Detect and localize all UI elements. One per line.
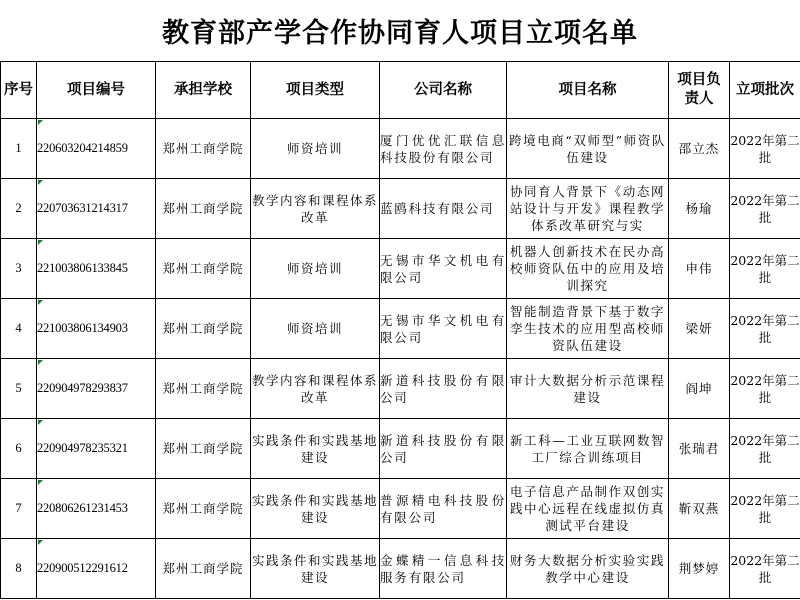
cell-project-code-text: 220603204214859 xyxy=(37,141,128,155)
cell-seq-text: 2 xyxy=(15,201,22,215)
cell-leader-text: 申伟 xyxy=(685,261,713,276)
cell-project-type-text: 教学内容和课程体系改革 xyxy=(251,372,378,405)
table-row[interactable] xyxy=(1,539,800,599)
table-row[interactable] xyxy=(1,299,800,359)
cell-seq[interactable] xyxy=(1,179,37,239)
cell-seq[interactable] xyxy=(1,359,37,419)
title-row xyxy=(0,0,800,62)
cell-company-text: 无锡市华文机电有限公司 xyxy=(380,312,506,345)
cell-company-text: 金蝶精一信息科技服务有限公司 xyxy=(380,552,506,585)
cell-company-text: 蓝鸥科技有限公司 xyxy=(380,201,495,216)
cell-project-name-text: 审计大数据分析示范课程建设 xyxy=(509,372,666,405)
header-code[interactable]: 项目编号 xyxy=(37,62,156,119)
cell-seq-text: 1 xyxy=(15,141,22,155)
cell-company-text: 新道科技股份有限公司 xyxy=(380,432,506,465)
cell-project-name[interactable] xyxy=(507,239,669,299)
cell-school[interactable] xyxy=(156,179,251,239)
cell-company[interactable] xyxy=(380,419,507,479)
cell-batch[interactable] xyxy=(730,359,800,419)
cell-school[interactable] xyxy=(156,419,251,479)
cell-school[interactable] xyxy=(156,239,251,299)
cell-project-name[interactable] xyxy=(507,479,669,539)
cell-seq-text: 7 xyxy=(15,501,22,515)
cell-batch-text: 2022年第二批 xyxy=(730,552,800,585)
cell-leader[interactable] xyxy=(669,299,730,359)
cell-school-text: 郑州工商学院 xyxy=(162,501,244,516)
cell-project-code[interactable] xyxy=(37,359,156,419)
cell-project-code[interactable] xyxy=(37,419,156,479)
cell-project-name-text: 财务大数据分析实验实践教学中心建设 xyxy=(509,552,666,585)
table-row[interactable] xyxy=(1,359,800,419)
cell-project-type[interactable] xyxy=(251,239,380,299)
cell-company[interactable] xyxy=(380,299,507,359)
cell-leader[interactable] xyxy=(669,179,730,239)
header-project[interactable]: 项目名称 xyxy=(507,62,669,119)
cell-batch[interactable] xyxy=(730,479,800,539)
cell-school-text: 郑州工商学院 xyxy=(162,141,244,156)
cell-project-type-text: 师资培训 xyxy=(286,321,343,336)
cell-school-text: 郑州工商学院 xyxy=(162,561,244,576)
cell-project-code[interactable] xyxy=(37,239,156,299)
cell-project-type[interactable] xyxy=(251,419,380,479)
cell-leader[interactable] xyxy=(669,359,730,419)
cell-project-type[interactable] xyxy=(251,359,380,419)
cell-project-code-text: 220703631214317 xyxy=(37,201,128,215)
cell-project-name[interactable] xyxy=(507,119,669,179)
cell-seq-text: 3 xyxy=(15,261,22,275)
page-title: 教育部产学合作协同育人项目立项名单 xyxy=(162,18,638,49)
cell-batch-text: 2022年第二批 xyxy=(730,192,800,225)
table-row[interactable] xyxy=(1,479,800,539)
cell-batch-text: 2022年第二批 xyxy=(730,132,800,165)
cell-project-name-text: 电子信息产品制作双创实践中心远程在线虚拟仿真测试平台建设 xyxy=(509,484,666,533)
cell-project-name-text: 智能制造背景下基于数字孪生技术的应用型高校师资队伍建设 xyxy=(509,304,666,353)
cell-school[interactable] xyxy=(156,539,251,599)
cell-project-code-text: 220904978293837 xyxy=(37,381,128,395)
cell-batch[interactable] xyxy=(730,119,800,179)
cell-project-name-text: 跨境电商“双师型”师资队伍建设 xyxy=(509,132,666,165)
header-school[interactable]: 承担学校 xyxy=(156,62,251,119)
cell-seq[interactable] xyxy=(1,479,37,539)
header-leader[interactable]: 项目负责人 xyxy=(669,62,730,119)
cell-project-code[interactable] xyxy=(37,299,156,359)
cell-leader[interactable] xyxy=(669,239,730,299)
cell-project-type-text: 实践条件和实践基地建设 xyxy=(251,492,378,525)
header-company[interactable]: 公司名称 xyxy=(380,62,507,119)
cell-leader[interactable] xyxy=(669,119,730,179)
table-row[interactable] xyxy=(1,239,800,299)
cell-project-type[interactable] xyxy=(251,119,380,179)
cell-batch-text: 2022年第二批 xyxy=(730,312,800,345)
project-table xyxy=(0,61,800,599)
cell-project-code[interactable] xyxy=(37,179,156,239)
cell-project-type-text: 师资培训 xyxy=(286,261,343,276)
cell-company[interactable] xyxy=(380,539,507,599)
cell-project-code-text: 220904978235321 xyxy=(37,441,128,455)
header-seq[interactable]: 序号 xyxy=(1,62,37,119)
cell-leader-text: 杨瑜 xyxy=(685,201,713,216)
cell-leader[interactable] xyxy=(669,419,730,479)
cell-project-type-text: 教学内容和课程体系改革 xyxy=(251,192,378,225)
cell-project-name-text: 机器人创新技术在民办高校师资队伍中的应用及培训探究 xyxy=(509,244,666,293)
table-row[interactable] xyxy=(1,179,800,239)
cell-project-code-text: 221003806133845 xyxy=(37,261,128,275)
cell-company[interactable] xyxy=(380,119,507,179)
cell-batch-text: 2022年第二批 xyxy=(730,372,800,405)
cell-seq[interactable] xyxy=(1,539,37,599)
cell-batch[interactable] xyxy=(730,179,800,239)
cell-project-name-text: 协同育人背景下《动态网站设计与开发》课程教学体系改革研究与实 xyxy=(509,184,666,233)
cell-batch-text: 2022年第二批 xyxy=(730,432,800,465)
cell-batch-text: 2022年第二批 xyxy=(730,492,800,525)
cell-project-type-text: 实践条件和实践基地建设 xyxy=(251,552,378,585)
cell-leader-text: 靳双燕 xyxy=(678,501,720,516)
cell-leader-text: 邵立杰 xyxy=(678,141,720,156)
cell-project-name[interactable] xyxy=(507,539,669,599)
cell-project-code[interactable] xyxy=(37,479,156,539)
cell-leader-text: 梁妍 xyxy=(685,321,713,336)
cell-seq[interactable] xyxy=(1,119,37,179)
cell-project-code-text: 221003806134903 xyxy=(37,321,128,335)
cell-school[interactable] xyxy=(156,479,251,539)
header-row xyxy=(1,62,800,119)
cell-leader-text: 阎坤 xyxy=(685,381,713,396)
cell-project-type-text: 实践条件和实践基地建设 xyxy=(251,432,378,465)
cell-project-type[interactable] xyxy=(251,539,380,599)
cell-batch[interactable] xyxy=(730,299,800,359)
cell-school-text: 郑州工商学院 xyxy=(162,261,244,276)
cell-school-text: 郑州工商学院 xyxy=(162,441,244,456)
cell-project-code[interactable] xyxy=(37,119,156,179)
header-batch[interactable]: 立项批次 xyxy=(730,62,800,119)
cell-school-text: 郑州工商学院 xyxy=(162,201,244,216)
cell-company[interactable] xyxy=(380,359,507,419)
cell-company-text: 新道科技股份有限公司 xyxy=(380,372,506,405)
cell-company[interactable] xyxy=(380,479,507,539)
cell-seq[interactable] xyxy=(1,299,37,359)
cell-company-text: 普源精电科技股份有限公司 xyxy=(380,492,506,525)
cell-project-code[interactable] xyxy=(37,539,156,599)
cell-project-type[interactable] xyxy=(251,479,380,539)
cell-school[interactable] xyxy=(156,299,251,359)
cell-leader[interactable] xyxy=(669,479,730,539)
cell-school-text: 郑州工商学院 xyxy=(162,321,244,336)
cell-school[interactable] xyxy=(156,359,251,419)
cell-leader-text: 荆梦婷 xyxy=(678,561,720,576)
cell-batch[interactable] xyxy=(730,539,800,599)
header-type[interactable]: 项目类型 xyxy=(251,62,380,119)
cell-leader-text: 张瑞君 xyxy=(678,441,720,456)
cell-seq-text: 5 xyxy=(15,381,22,395)
cell-project-name[interactable] xyxy=(507,359,669,419)
cell-batch-text: 2022年第二批 xyxy=(730,252,800,285)
cell-project-code-text: 220900512291612 xyxy=(37,561,128,575)
cell-school[interactable] xyxy=(156,119,251,179)
cell-seq-text: 4 xyxy=(15,321,22,335)
cell-school-text: 郑州工商学院 xyxy=(162,381,244,396)
cell-seq[interactable] xyxy=(1,419,37,479)
cell-company[interactable] xyxy=(380,239,507,299)
cell-seq-text: 6 xyxy=(15,441,22,455)
cell-project-type[interactable] xyxy=(251,299,380,359)
cell-project-name[interactable] xyxy=(507,299,669,359)
cell-leader[interactable] xyxy=(669,539,730,599)
cell-batch[interactable] xyxy=(730,419,800,479)
cell-project-type[interactable] xyxy=(251,179,380,239)
cell-project-name[interactable] xyxy=(507,419,669,479)
cell-company[interactable] xyxy=(380,179,507,239)
cell-seq[interactable] xyxy=(1,239,37,299)
cell-batch[interactable] xyxy=(730,239,800,299)
cell-project-name[interactable] xyxy=(507,179,669,239)
cell-project-name-text: 新工科—工业互联网数智工厂综合训练项目 xyxy=(509,432,666,465)
table-row[interactable] xyxy=(1,419,800,479)
cell-company-text: 无锡市华文机电有限公司 xyxy=(380,252,506,285)
cell-project-type-text: 师资培训 xyxy=(286,141,343,156)
cell-project-code-text: 220806261231453 xyxy=(37,501,128,515)
table-row[interactable] xyxy=(1,119,800,179)
cell-seq-text: 8 xyxy=(15,561,22,575)
cell-company-text: 厦门优优汇联信息科技股份有限公司 xyxy=(380,132,506,165)
